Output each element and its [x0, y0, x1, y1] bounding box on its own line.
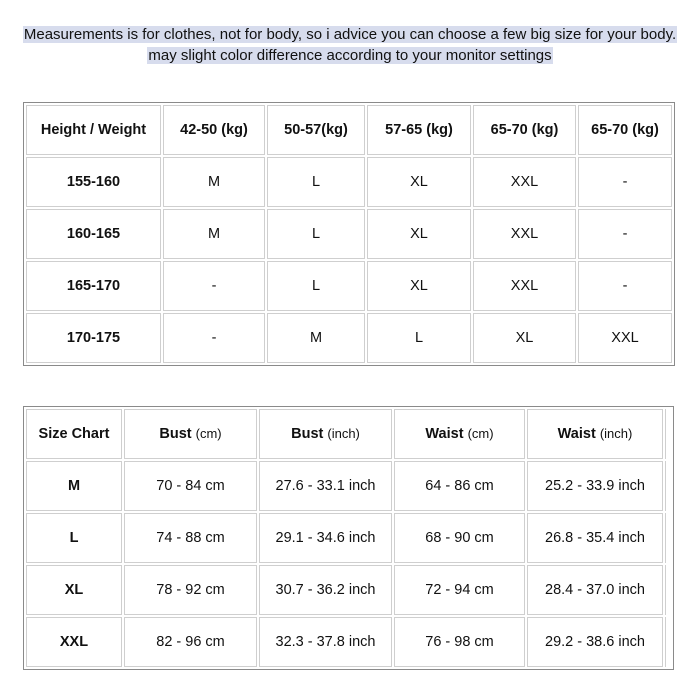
measurement-cell: 29.2 - 38.6 inch	[527, 617, 663, 667]
table-row	[26, 157, 672, 207]
row-header-size: XL	[26, 565, 122, 615]
column-header-label: Waist	[425, 426, 464, 442]
row-header-height: 170-175	[26, 313, 161, 363]
column-header	[124, 409, 257, 459]
size-cell: -	[578, 261, 672, 311]
size-cell: XXL	[473, 209, 576, 259]
table-edge	[665, 565, 671, 615]
measurement-notice	[0, 24, 700, 66]
table-row	[26, 617, 671, 667]
size-cell: M	[163, 209, 265, 259]
height-weight-table	[23, 102, 675, 366]
column-header: Height / Weight	[26, 105, 161, 155]
table-row	[26, 461, 671, 511]
size-cell: -	[163, 313, 265, 363]
measurement-cell: 68 - 90 cm	[394, 513, 525, 563]
table-edge	[665, 461, 671, 511]
measurement-cell: 72 - 94 cm	[394, 565, 525, 615]
column-header-label: Bust	[159, 426, 192, 442]
table-row	[26, 565, 671, 615]
measurement-cell: 32.3 - 37.8 inch	[259, 617, 392, 667]
notice-line-1: Measurements is for clothes, not for body, so i advice you can choose a few big size for your body.	[23, 26, 677, 43]
measurement-cell: 74 - 88 cm	[124, 513, 257, 563]
measurement-cell: 29.1 - 34.6 inch	[259, 513, 392, 563]
size-cell: -	[578, 209, 672, 259]
size-cell: M	[163, 157, 265, 207]
column-header: 57-65 (kg)	[367, 105, 471, 155]
size-cell: -	[578, 157, 672, 207]
size-cell: XL	[367, 261, 471, 311]
column-header: 42-50 (kg)	[163, 105, 265, 155]
measurement-cell: 82 - 96 cm	[124, 617, 257, 667]
size-cell: XL	[473, 313, 576, 363]
table-row	[26, 261, 672, 311]
column-header-label: Bust	[291, 426, 324, 442]
measurement-cell: 28.4 - 37.0 inch	[527, 565, 663, 615]
size-cell: L	[267, 261, 365, 311]
measurement-cell: 30.7 - 36.2 inch	[259, 565, 392, 615]
measurement-cell: 25.2 - 33.9 inch	[527, 461, 663, 511]
size-cell: M	[267, 313, 365, 363]
column-header-label: Size Chart	[38, 426, 110, 442]
row-header-height: 155-160	[26, 157, 161, 207]
column-header-unit: (inch)	[327, 426, 360, 441]
header-row	[26, 409, 671, 459]
column-header-label: Waist	[557, 426, 596, 442]
size-chart-table	[23, 406, 674, 670]
measurement-cell: 76 - 98 cm	[394, 617, 525, 667]
header-row	[26, 105, 672, 155]
size-cell: XL	[367, 157, 471, 207]
column-header: 65-70 (kg)	[578, 105, 672, 155]
row-header-height: 160-165	[26, 209, 161, 259]
measurement-cell: 70 - 84 cm	[124, 461, 257, 511]
size-cell: -	[163, 261, 265, 311]
table-edge	[665, 513, 671, 563]
column-header	[259, 409, 392, 459]
table-row	[26, 313, 672, 363]
column-header: 65-70 (kg)	[473, 105, 576, 155]
column-header: 50-57(kg)	[267, 105, 365, 155]
row-header-size: L	[26, 513, 122, 563]
size-cell: L	[267, 157, 365, 207]
measurement-cell: 26.8 - 35.4 inch	[527, 513, 663, 563]
measurement-cell: 64 - 86 cm	[394, 461, 525, 511]
size-cell: XL	[367, 209, 471, 259]
measurement-cell: 78 - 92 cm	[124, 565, 257, 615]
table-edge	[665, 617, 671, 667]
size-cell: XXL	[578, 313, 672, 363]
size-cell: XXL	[473, 157, 576, 207]
column-header	[527, 409, 663, 459]
column-header-unit: (cm)	[195, 426, 222, 441]
size-cell: L	[267, 209, 365, 259]
table-edge	[665, 409, 671, 459]
table-row	[26, 513, 671, 563]
column-header-unit: (inch)	[599, 426, 633, 441]
row-header-size: M	[26, 461, 122, 511]
column-header	[26, 409, 122, 459]
measurement-cell: 27.6 - 33.1 inch	[259, 461, 392, 511]
row-header-size: XXL	[26, 617, 122, 667]
size-cell: L	[367, 313, 471, 363]
column-header-unit: (cm)	[467, 426, 494, 441]
table-row	[26, 209, 672, 259]
notice-line-2: may slight color difference according to your monitor settings	[148, 47, 552, 64]
size-cell: XXL	[473, 261, 576, 311]
column-header	[394, 409, 525, 459]
row-header-height: 165-170	[26, 261, 161, 311]
